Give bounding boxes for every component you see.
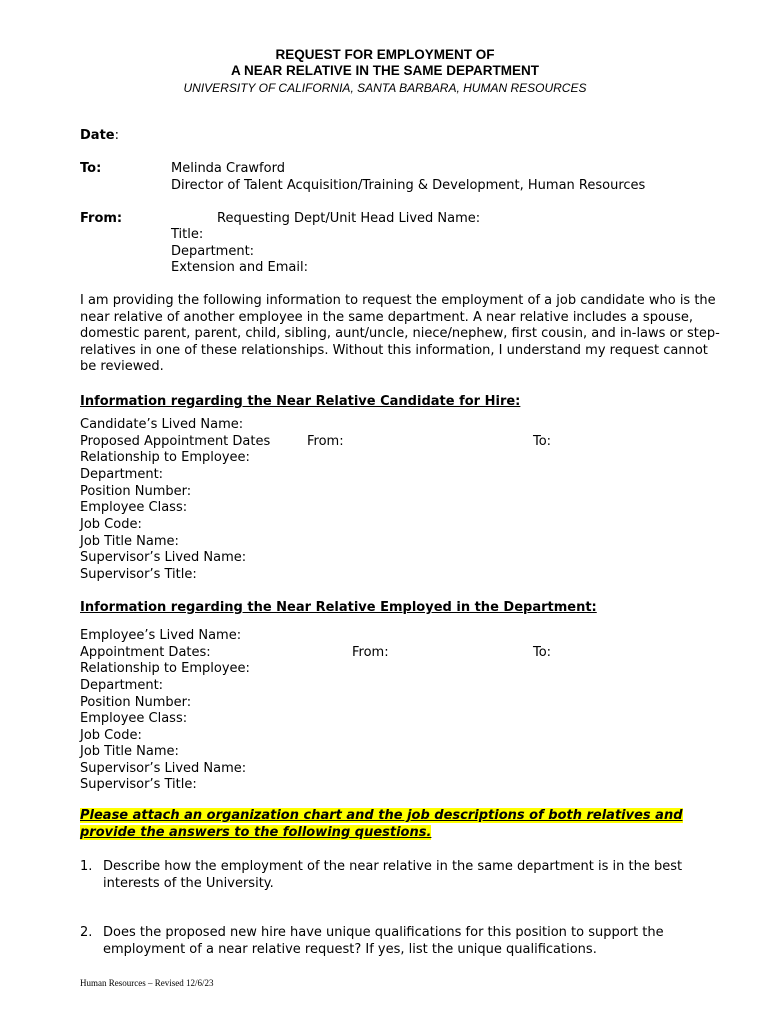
candidate-employee-class: Employee Class:	[80, 500, 188, 515]
document-title-line2: A NEAR RELATIVE IN THE SAME DEPARTMENT	[230, 63, 539, 78]
question-2	[80, 925, 730, 958]
employee-from-label: From:	[352, 645, 389, 660]
document-title-line1: REQUEST FOR EMPLOYMENT OF	[275, 47, 495, 62]
employee-employee-class: Employee Class:	[80, 711, 188, 726]
employee-job-code: Job Code:	[80, 728, 142, 743]
question-number: 2.	[80, 925, 93, 940]
from-label: From:	[80, 211, 123, 226]
from-extension-email: Extension and Email:	[171, 260, 308, 275]
employee-section-heading: Information regarding the Near Relative Employed in the Department:	[80, 600, 597, 615]
employee-to-label: To:	[533, 645, 552, 660]
from-title: Title:	[171, 227, 204, 242]
from-dept-head: Requesting Dept/Unit Head Lived Name:	[217, 211, 481, 226]
employee-supervisor-title: Supervisor’s Title:	[80, 777, 197, 792]
document-subtitle: UNIVERSITY OF CALIFORNIA, SANTA BARBARA, HUMAN RESOURCES	[183, 81, 587, 95]
candidate-supervisor-name: Supervisor’s Lived Name:	[80, 550, 247, 565]
attachment-notice-line1: Please attach an organization chart and the job descriptions of both relatives and	[80, 808, 683, 823]
to-label: To:	[80, 161, 102, 176]
question-text: Does the proposed new hire have unique qualifications for this position to support the employment of a near relative request? If yes, list the unique qualifications.	[103, 925, 664, 957]
question-1	[80, 859, 730, 892]
date-label: Date	[80, 128, 115, 143]
candidate-lived-name: Candidate’s Lived Name:	[80, 417, 244, 432]
revision-footer: Human Resources – Revised 12/6/23	[80, 978, 214, 988]
employee-relationship: Relationship to Employee:	[80, 661, 250, 676]
employee-department: Department:	[80, 678, 164, 693]
candidate-job-code: Job Code:	[80, 517, 142, 532]
candidate-supervisor-title: Supervisor’s Title:	[80, 567, 197, 582]
date-colon: :	[114, 128, 119, 143]
intro-paragraph: I am providing the following information to request the employment of a job candidate who is the near relative of another employee in the same department. A near relative includes a spouse, domestic parent, parent, child, sibling, aunt/uncle, niece/nephew, first cousin, and in-laws or step-relatives in one of these relationships. Without this information, I understand my request cannot be reviewed.	[80, 293, 720, 375]
date-row	[80, 128, 119, 144]
to-name: Melinda Crawford	[171, 161, 285, 176]
question-number: 1.	[80, 859, 93, 874]
candidate-from-label: From:	[307, 434, 344, 449]
attachment-notice	[80, 808, 730, 841]
employee-job-title: Job Title Name:	[80, 744, 179, 759]
question-text: Describe how the employment of the near relative in the same department is in the best interests of the University.	[103, 859, 683, 891]
candidate-dates-label: Proposed Appointment Dates	[80, 434, 271, 449]
from-department: Department:	[171, 244, 255, 259]
attachment-notice-line2: provide the answers to the following questions.	[80, 824, 432, 840]
candidate-relationship: Relationship to Employee:	[80, 450, 250, 465]
candidate-job-title: Job Title Name:	[80, 534, 179, 549]
candidate-section-heading: Information regarding the Near Relative Candidate for Hire:	[80, 394, 521, 409]
candidate-to-label: To:	[533, 434, 552, 449]
employee-position-number: Position Number:	[80, 695, 192, 710]
employee-dates-label: Appointment Dates:	[80, 645, 211, 660]
candidate-position-number: Position Number:	[80, 484, 192, 499]
employee-lived-name: Employee’s Lived Name:	[80, 628, 242, 643]
to-title: Director of Talent Acquisition/Training & Development, Human Resources	[171, 178, 646, 193]
employee-supervisor-name: Supervisor’s Lived Name:	[80, 761, 247, 776]
candidate-department: Department:	[80, 467, 164, 482]
